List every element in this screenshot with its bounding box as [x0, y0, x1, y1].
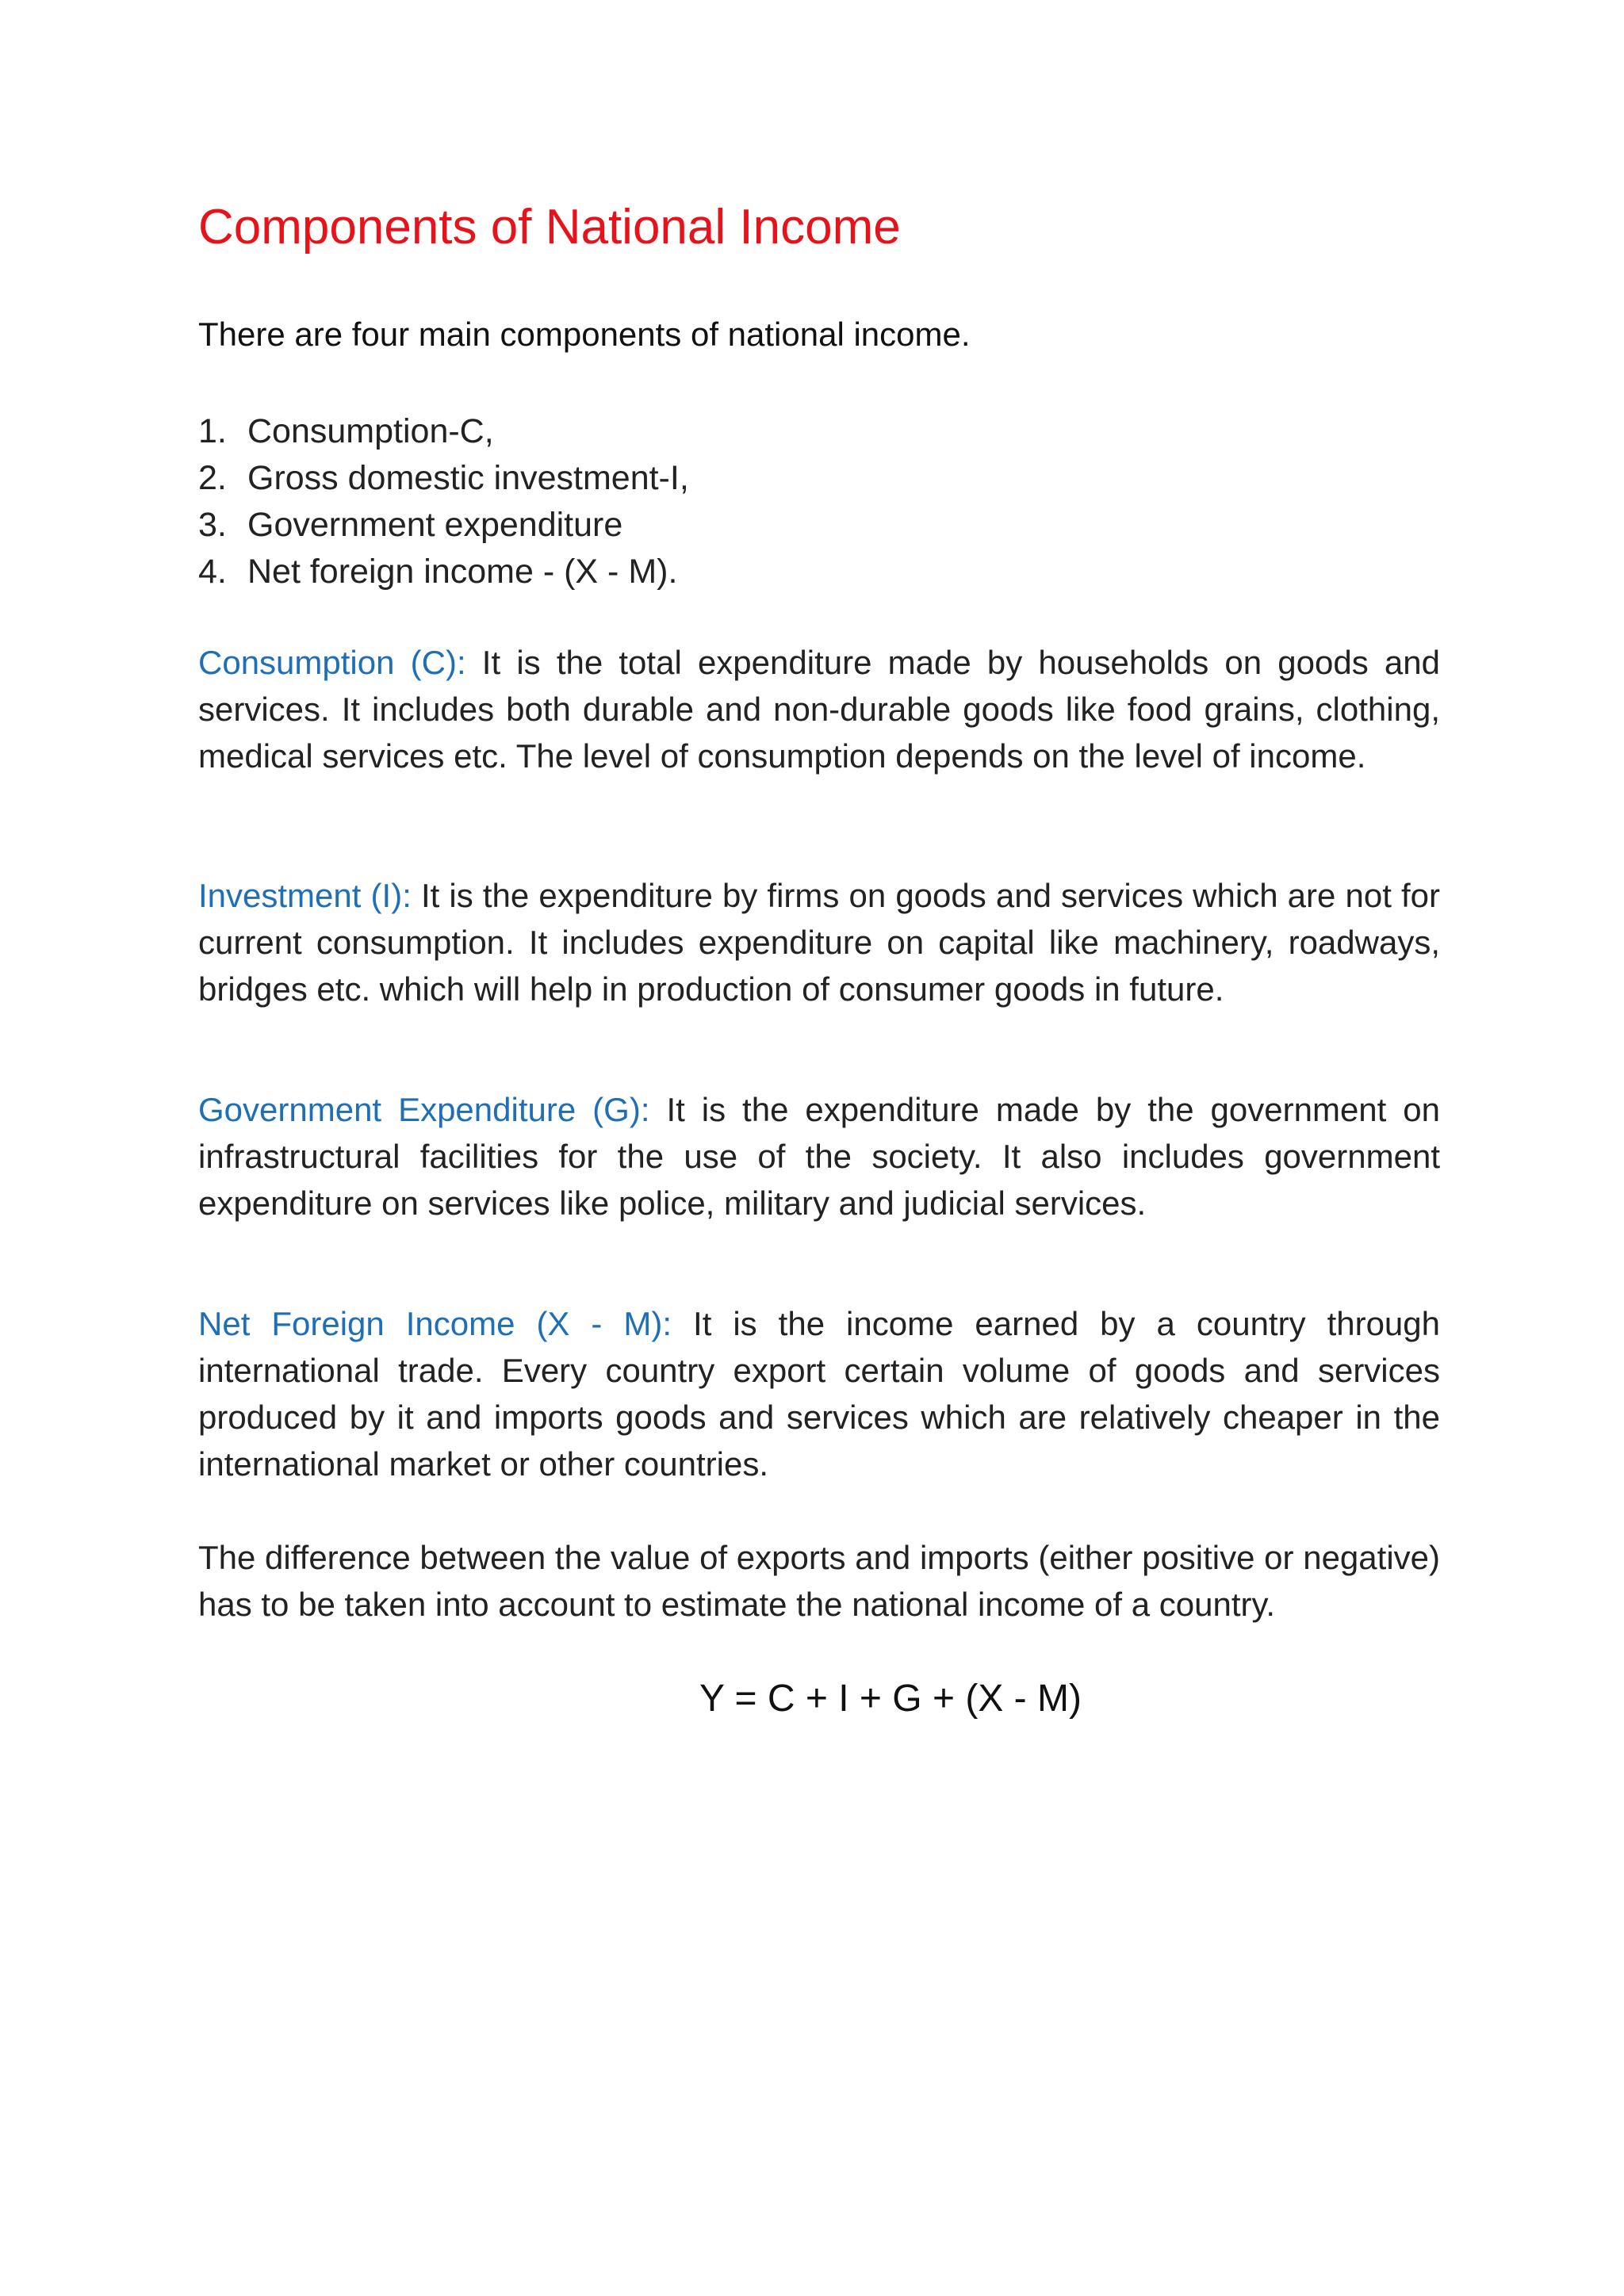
list-item	[198, 549, 689, 595]
list-item-number: 1.	[198, 412, 227, 450]
investment-paragraph	[198, 872, 1440, 1012]
list-item	[198, 408, 689, 455]
government-expenditure-paragraph	[198, 1086, 1440, 1226]
national-income-formula: Y = C + I + G + (X - M)	[699, 1678, 1082, 1720]
consumption-text: It is the total expenditure made by households on goods and services. It includes both durable and non-durable goods like food grains, clothing, medical services etc. The level of consumption depends on the level of income.	[198, 644, 1440, 775]
intro-text: There are four main components of national income.	[198, 316, 971, 353]
list-item	[198, 502, 689, 549]
term-separator: :	[640, 1091, 650, 1128]
net-foreign-income-text: It is the income earned by a country through international trade. Every country export certain volume of goods and services produced by it and imports goods and services which are relatively cheaper in the international market or other countries.	[198, 1305, 1441, 1483]
list-item-number: 4.	[198, 553, 227, 591]
list-item-text: Net foreign income - (X - M).	[247, 553, 678, 591]
investment-text: It is the expenditure by firms on goods and services which are not for current consumption. It includes expenditure on capital like machinery, roadways, bridges etc. which will help in production of consumer goods in future.	[198, 877, 1440, 1008]
components-list	[198, 408, 689, 595]
investment-term: Investment (I)	[198, 877, 403, 914]
list-item-text: Government expenditure	[247, 506, 623, 544]
list-item	[198, 455, 689, 502]
consumption-term: Consumption (C)	[198, 644, 457, 681]
government-expenditure-term: Government Expenditure (G)	[198, 1091, 641, 1128]
term-separator: :	[456, 644, 466, 681]
term-separator: :	[402, 877, 412, 914]
net-foreign-income-term: Net Foreign Income (X - M):	[198, 1305, 672, 1342]
list-item-text: Gross domestic investment-I,	[247, 459, 689, 497]
net-foreign-income-paragraph	[198, 1300, 1440, 1487]
government-expenditure-text: It is the expenditure made by the government on infrastructural facilities for the use of the society. It also includes government expenditure on services like police, military and judicial services.	[198, 1091, 1441, 1222]
closing-paragraph: The difference between the value of exports and imports (either positive or negative) has to be taken into account to estimate the national income of a country.	[198, 1539, 1440, 1623]
page-title: Components of National Income	[198, 200, 901, 254]
list-item-text: Consumption-C,	[247, 412, 494, 450]
consumption-paragraph	[198, 639, 1440, 779]
list-item-number: 3.	[198, 506, 227, 544]
list-item-number: 2.	[198, 459, 227, 497]
